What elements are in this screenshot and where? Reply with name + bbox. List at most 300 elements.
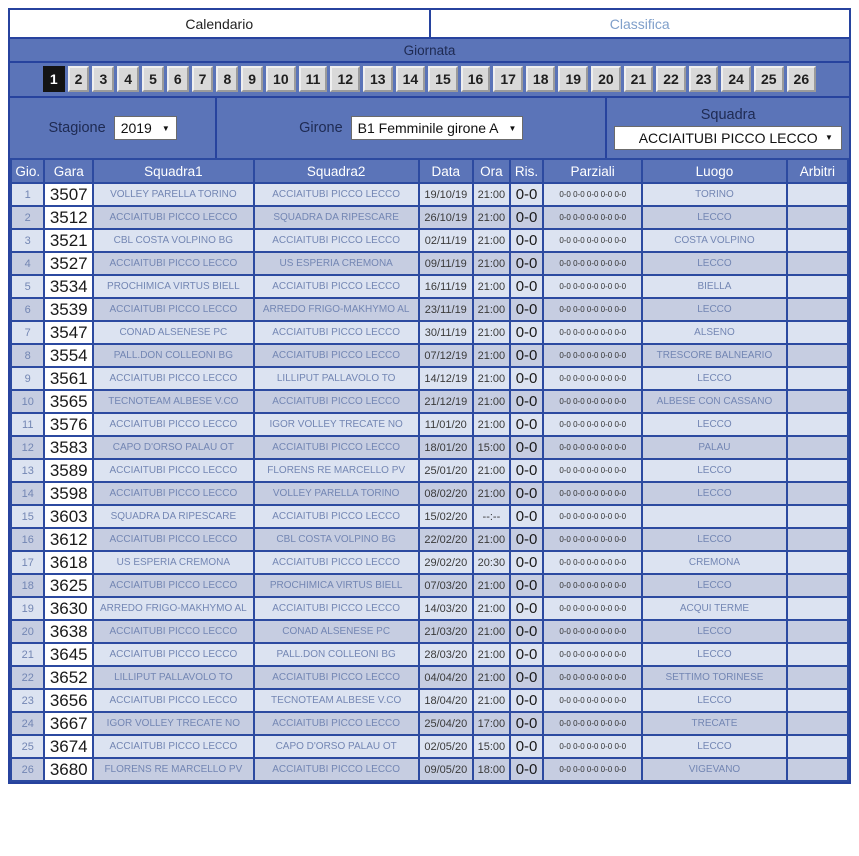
- cell-ora: 21:00: [473, 252, 510, 275]
- table-row: [11, 712, 848, 735]
- cell-squadra1-link[interactable]: ACCIAITUBI PICCO LECCO: [93, 643, 254, 666]
- table-row: [11, 413, 848, 436]
- cell-ora: 20:30: [473, 551, 510, 574]
- giornata-day-button-22[interactable]: 22: [656, 66, 686, 92]
- cell-squadra1-link[interactable]: ACCIAITUBI PICCO LECCO: [93, 482, 254, 505]
- giornata-day-button-13[interactable]: 13: [363, 66, 393, 92]
- table-row: [11, 528, 848, 551]
- cell-squadra2-link[interactable]: ACCIAITUBI PICCO LECCO: [254, 183, 419, 206]
- cell-squadra2-link[interactable]: CAPO D'ORSO PALAU OT: [254, 735, 419, 758]
- cell-squadra2-link[interactable]: ACCIAITUBI PICCO LECCO: [254, 321, 419, 344]
- cell-luogo: ALBESE CON CASSANO: [642, 390, 787, 413]
- header-squadra2: Squadra2: [254, 159, 419, 183]
- cell-squadra2-link[interactable]: US ESPERIA CREMONA: [254, 252, 419, 275]
- cell-luogo: CREMONA: [642, 551, 787, 574]
- cell-gara-number: 3618: [44, 551, 93, 574]
- cell-giornata-number: 4: [11, 252, 44, 275]
- cell-gara-number: 3561: [44, 367, 93, 390]
- cell-arbitri: [787, 413, 848, 436]
- cell-parziali: 0-0 0-0 0-0 0-0 0-0: [543, 367, 642, 390]
- cell-risultato: 0-0: [510, 528, 543, 551]
- cell-squadra1-link[interactable]: US ESPERIA CREMONA: [93, 551, 254, 574]
- cell-giornata-number: 26: [11, 758, 44, 781]
- calendar-table: [10, 158, 849, 782]
- cell-giornata-number: 18: [11, 574, 44, 597]
- cell-squadra2-link[interactable]: TECNOTEAM ALBESE V.CO: [254, 689, 419, 712]
- cell-luogo: PALAU: [642, 436, 787, 459]
- cell-data: 23/11/19: [419, 298, 473, 321]
- cell-giornata-number: 2: [11, 206, 44, 229]
- cell-parziali: 0-0 0-0 0-0 0-0 0-0: [543, 390, 642, 413]
- giornata-day-button-10[interactable]: 10: [266, 66, 296, 92]
- cell-parziali: 0-0 0-0 0-0 0-0 0-0: [543, 712, 642, 735]
- cell-arbitri: [787, 298, 848, 321]
- cell-arbitri: [787, 390, 848, 413]
- cell-giornata-number: 8: [11, 344, 44, 367]
- cell-data: 15/02/20: [419, 505, 473, 528]
- cell-ora: 21:00: [473, 390, 510, 413]
- cell-squadra2-link[interactable]: PROCHIMICA VIRTUS BIELL: [254, 574, 419, 597]
- table-row: [11, 574, 848, 597]
- cell-squadra1-link[interactable]: LILLIPUT PALLAVOLO TO: [93, 666, 254, 689]
- cell-data: 21/03/20: [419, 620, 473, 643]
- cell-risultato: 0-0: [510, 505, 543, 528]
- cell-squadra1-link[interactable]: ACCIAITUBI PICCO LECCO: [93, 298, 254, 321]
- cell-luogo: LECCO: [642, 367, 787, 390]
- cell-arbitri: [787, 689, 848, 712]
- cell-data: 28/03/20: [419, 643, 473, 666]
- filter-bar: [10, 96, 849, 158]
- cell-gara-number: 3625: [44, 574, 93, 597]
- cell-parziali: 0-0 0-0 0-0 0-0 0-0: [543, 229, 642, 252]
- cell-arbitri: [787, 275, 848, 298]
- cell-arbitri: [787, 183, 848, 206]
- cell-squadra1-link[interactable]: IGOR VOLLEY TRECATE NO: [93, 712, 254, 735]
- cell-ora: 21:00: [473, 413, 510, 436]
- cell-squadra1-link[interactable]: ARREDO FRIGO-MAKHYMO AL: [93, 597, 254, 620]
- cell-gara-number: 3527: [44, 252, 93, 275]
- cell-ora: 21:00: [473, 275, 510, 298]
- table-row: [11, 206, 848, 229]
- cell-risultato: 0-0: [510, 712, 543, 735]
- cell-gara-number: 3576: [44, 413, 93, 436]
- cell-squadra2-link[interactable]: CBL COSTA VOLPINO BG: [254, 528, 419, 551]
- cell-squadra1-link[interactable]: CBL COSTA VOLPINO BG: [93, 229, 254, 252]
- cell-squadra1-link[interactable]: PROCHIMICA VIRTUS BIELL: [93, 275, 254, 298]
- giornata-day-button-11[interactable]: 11: [299, 66, 328, 92]
- cell-squadra1-link[interactable]: ACCIAITUBI PICCO LECCO: [93, 459, 254, 482]
- stagione-select[interactable]: [114, 116, 177, 140]
- cell-squadra2-link[interactable]: ACCIAITUBI PICCO LECCO: [254, 505, 419, 528]
- cell-data: 08/02/20: [419, 482, 473, 505]
- cell-squadra2-link[interactable]: ACCIAITUBI PICCO LECCO: [254, 344, 419, 367]
- cell-ora: --:--: [473, 505, 510, 528]
- table-row: [11, 459, 848, 482]
- giornata-header: [10, 37, 849, 61]
- cell-squadra1-link[interactable]: CONAD ALSENESE PC: [93, 321, 254, 344]
- cell-squadra1-link[interactable]: ACCIAITUBI PICCO LECCO: [93, 528, 254, 551]
- cell-luogo: TORINO: [642, 183, 787, 206]
- cell-gara-number: 3534: [44, 275, 93, 298]
- cell-luogo: LECCO: [642, 413, 787, 436]
- header-gio: Gio.: [11, 159, 44, 183]
- cell-squadra2-link[interactable]: ACCIAITUBI PICCO LECCO: [254, 551, 419, 574]
- cell-arbitri: [787, 712, 848, 735]
- table-row: [11, 252, 848, 275]
- cell-gara-number: 3674: [44, 735, 93, 758]
- cell-giornata-number: 12: [11, 436, 44, 459]
- cell-risultato: 0-0: [510, 229, 543, 252]
- table-row: [11, 229, 848, 252]
- giornata-day-button-18[interactable]: 18: [526, 66, 556, 92]
- cell-luogo: TRESCORE BALNEARIO: [642, 344, 787, 367]
- girone-value: B1 Femminile girone A: [357, 120, 499, 136]
- cell-ora: 15:00: [473, 436, 510, 459]
- giornata-day-button-19[interactable]: 19: [558, 66, 588, 92]
- cell-ora: 21:00: [473, 689, 510, 712]
- cell-squadra1-link[interactable]: ACCIAITUBI PICCO LECCO: [93, 367, 254, 390]
- cell-parziali: 0-0 0-0 0-0 0-0 0-0: [543, 183, 642, 206]
- table-row: [11, 666, 848, 689]
- cell-giornata-number: 16: [11, 528, 44, 551]
- calendar-widget: [8, 8, 851, 784]
- cell-risultato: 0-0: [510, 758, 543, 781]
- cell-squadra1-link[interactable]: CAPO D'ORSO PALAU OT: [93, 436, 254, 459]
- cell-giornata-number: 24: [11, 712, 44, 735]
- cell-giornata-number: 20: [11, 620, 44, 643]
- cell-risultato: 0-0: [510, 183, 543, 206]
- stagione-label: Stagione: [48, 120, 106, 136]
- cell-arbitri: [787, 735, 848, 758]
- tab-calendario-label: Calendario: [185, 15, 254, 32]
- giornata-day-button-26[interactable]: 26: [787, 66, 817, 92]
- cell-giornata-number: 7: [11, 321, 44, 344]
- cell-parziali: 0-0 0-0 0-0 0-0 0-0: [543, 252, 642, 275]
- cell-parziali: 0-0 0-0 0-0 0-0 0-0: [543, 344, 642, 367]
- cell-data: 26/10/19: [419, 206, 473, 229]
- cell-risultato: 0-0: [510, 252, 543, 275]
- giornata-day-button-5[interactable]: 5: [142, 66, 164, 92]
- cell-data: 19/10/19: [419, 183, 473, 206]
- cell-parziali: 0-0 0-0 0-0 0-0 0-0: [543, 551, 642, 574]
- cell-data: 22/02/20: [419, 528, 473, 551]
- cell-giornata-number: 17: [11, 551, 44, 574]
- cell-ora: 21:00: [473, 344, 510, 367]
- cell-gara-number: 3652: [44, 666, 93, 689]
- header-squadra1: Squadra1: [93, 159, 254, 183]
- table-row: [11, 344, 848, 367]
- cell-gara-number: 3583: [44, 436, 93, 459]
- cell-parziali: 0-0 0-0 0-0 0-0 0-0: [543, 643, 642, 666]
- cell-parziali: 0-0 0-0 0-0 0-0 0-0: [543, 505, 642, 528]
- cell-giornata-number: 6: [11, 298, 44, 321]
- cell-giornata-number: 3: [11, 229, 44, 252]
- cell-data: 11/01/20: [419, 413, 473, 436]
- cell-luogo: LECCO: [642, 528, 787, 551]
- cell-gara-number: 3589: [44, 459, 93, 482]
- cell-data: 07/03/20: [419, 574, 473, 597]
- cell-data: 18/01/20: [419, 436, 473, 459]
- cell-gara-number: 3565: [44, 390, 93, 413]
- cell-squadra2-link[interactable]: CONAD ALSENESE PC: [254, 620, 419, 643]
- cell-gara-number: 3645: [44, 643, 93, 666]
- cell-squadra2-link[interactable]: ACCIAITUBI PICCO LECCO: [254, 390, 419, 413]
- filter-girone: [217, 98, 607, 158]
- cell-giornata-number: 10: [11, 390, 44, 413]
- cell-parziali: 0-0 0-0 0-0 0-0 0-0: [543, 758, 642, 781]
- cell-risultato: 0-0: [510, 298, 543, 321]
- cell-data: 09/11/19: [419, 252, 473, 275]
- cell-parziali: 0-0 0-0 0-0 0-0 0-0: [543, 528, 642, 551]
- cell-luogo: LECCO: [642, 643, 787, 666]
- filter-squadra: [607, 98, 849, 158]
- giornata-day-button-21[interactable]: 21: [624, 66, 654, 92]
- cell-ora: 21:00: [473, 643, 510, 666]
- cell-parziali: 0-0 0-0 0-0 0-0 0-0: [543, 436, 642, 459]
- cell-gara-number: 3547: [44, 321, 93, 344]
- cell-squadra1-link[interactable]: ACCIAITUBI PICCO LECCO: [93, 689, 254, 712]
- cell-ora: 21:00: [473, 367, 510, 390]
- cell-squadra1-link[interactable]: ACCIAITUBI PICCO LECCO: [93, 413, 254, 436]
- cell-arbitri: [787, 252, 848, 275]
- giornata-day-button-6[interactable]: 6: [167, 66, 189, 92]
- cell-squadra2-link[interactable]: LILLIPUT PALLAVOLO TO: [254, 367, 419, 390]
- cell-giornata-number: 1: [11, 183, 44, 206]
- giornata-day-button-15[interactable]: 15: [428, 66, 458, 92]
- table-row: [11, 482, 848, 505]
- table-row: [11, 367, 848, 390]
- cell-ora: 17:00: [473, 712, 510, 735]
- cell-ora: 21:00: [473, 459, 510, 482]
- cell-risultato: 0-0: [510, 367, 543, 390]
- cell-ora: 21:00: [473, 620, 510, 643]
- cell-squadra2-link[interactable]: SQUADRA DA RIPESCARE: [254, 206, 419, 229]
- squadra-select[interactable]: [614, 126, 842, 150]
- cell-risultato: 0-0: [510, 597, 543, 620]
- cell-squadra1-link[interactable]: ACCIAITUBI PICCO LECCO: [93, 574, 254, 597]
- cell-gara-number: 3630: [44, 597, 93, 620]
- cell-gara-number: 3521: [44, 229, 93, 252]
- cell-data: 02/11/19: [419, 229, 473, 252]
- cell-arbitri: [787, 229, 848, 252]
- cell-luogo: ALSENO: [642, 321, 787, 344]
- cell-squadra2-link[interactable]: ACCIAITUBI PICCO LECCO: [254, 275, 419, 298]
- cell-gara-number: 3667: [44, 712, 93, 735]
- cell-giornata-number: 23: [11, 689, 44, 712]
- cell-giornata-number: 21: [11, 643, 44, 666]
- cell-ora: 21:00: [473, 229, 510, 252]
- cell-data: 25/01/20: [419, 459, 473, 482]
- cell-squadra1-link[interactable]: ACCIAITUBI PICCO LECCO: [93, 735, 254, 758]
- cell-squadra1-link[interactable]: SQUADRA DA RIPESCARE: [93, 505, 254, 528]
- cell-luogo: COSTA VOLPINO: [642, 229, 787, 252]
- girone-label: Girone: [299, 120, 343, 136]
- table-row: [11, 689, 848, 712]
- squadra-value: ACCIAITUBI PICCO LECCO: [638, 129, 818, 146]
- cell-squadra2-link[interactable]: ACCIAITUBI PICCO LECCO: [254, 758, 419, 781]
- cell-gara-number: 3603: [44, 505, 93, 528]
- cell-giornata-number: 5: [11, 275, 44, 298]
- table-row: [11, 436, 848, 459]
- cell-giornata-number: 9: [11, 367, 44, 390]
- cell-luogo: SETTIMO TORINESE: [642, 666, 787, 689]
- cell-luogo: LECCO: [642, 689, 787, 712]
- cell-risultato: 0-0: [510, 666, 543, 689]
- cell-ora: 21:00: [473, 528, 510, 551]
- header-arbitri: Arbitri: [787, 159, 848, 183]
- giornata-day-button-23[interactable]: 23: [689, 66, 719, 92]
- table-row: [11, 758, 848, 781]
- cell-arbitri: [787, 551, 848, 574]
- cell-risultato: 0-0: [510, 735, 543, 758]
- cell-arbitri: [787, 482, 848, 505]
- cell-risultato: 0-0: [510, 344, 543, 367]
- cell-squadra1-link[interactable]: ACCIAITUBI PICCO LECCO: [93, 620, 254, 643]
- cell-risultato: 0-0: [510, 390, 543, 413]
- table-row: [11, 505, 848, 528]
- cell-risultato: 0-0: [510, 321, 543, 344]
- giornata-day-button-17[interactable]: 17: [493, 66, 523, 92]
- cell-arbitri: [787, 666, 848, 689]
- giornata-day-button-1[interactable]: 1: [43, 66, 65, 92]
- cell-risultato: 0-0: [510, 620, 543, 643]
- cell-parziali: 0-0 0-0 0-0 0-0 0-0: [543, 275, 642, 298]
- cell-parziali: 0-0 0-0 0-0 0-0 0-0: [543, 574, 642, 597]
- cell-gara-number: 3656: [44, 689, 93, 712]
- cell-parziali: 0-0 0-0 0-0 0-0 0-0: [543, 459, 642, 482]
- giornata-day-button-4[interactable]: 4: [117, 66, 139, 92]
- cell-squadra2-link[interactable]: FLORENS RE MARCELLO PV: [254, 459, 419, 482]
- table-row: [11, 597, 848, 620]
- giornata-day-button-2[interactable]: 2: [68, 66, 90, 92]
- cell-luogo: TRECATE: [642, 712, 787, 735]
- cell-arbitri: [787, 597, 848, 620]
- cell-giornata-number: 13: [11, 459, 44, 482]
- giornata-day-button-16[interactable]: 16: [461, 66, 491, 92]
- cell-ora: 21:00: [473, 482, 510, 505]
- giornata-day-button-8[interactable]: 8: [216, 66, 238, 92]
- giornata-day-button-12[interactable]: 12: [330, 66, 360, 92]
- cell-squadra2-link[interactable]: IGOR VOLLEY TRECATE NO: [254, 413, 419, 436]
- table-row: [11, 321, 848, 344]
- cell-squadra2-link[interactable]: ARREDO FRIGO-MAKHYMO AL: [254, 298, 419, 321]
- cell-risultato: 0-0: [510, 275, 543, 298]
- cell-data: 30/11/19: [419, 321, 473, 344]
- tab-calendario[interactable]: [10, 10, 431, 37]
- table-row: [11, 298, 848, 321]
- stagione-value: 2019: [120, 120, 152, 136]
- cell-data: 09/05/20: [419, 758, 473, 781]
- cell-ora: 21:00: [473, 206, 510, 229]
- cell-gara-number: 3680: [44, 758, 93, 781]
- cell-data: 02/05/20: [419, 735, 473, 758]
- cell-squadra1-link[interactable]: PALL.DON COLLEONI BG: [93, 344, 254, 367]
- cell-luogo: LECCO: [642, 482, 787, 505]
- cell-squadra2-link[interactable]: ACCIAITUBI PICCO LECCO: [254, 666, 419, 689]
- squadra-label: Squadra: [700, 106, 756, 123]
- cell-luogo: LECCO: [642, 252, 787, 275]
- giornata-day-button-7[interactable]: 7: [192, 66, 214, 92]
- cell-luogo: LECCO: [642, 459, 787, 482]
- cell-luogo: ACQUI TERME: [642, 597, 787, 620]
- cell-gara-number: 3612: [44, 528, 93, 551]
- cell-arbitri: [787, 620, 848, 643]
- giornata-title: Giornata: [403, 43, 456, 58]
- cell-squadra2-link[interactable]: PALL.DON COLLEONI BG: [254, 643, 419, 666]
- cell-arbitri: [787, 574, 848, 597]
- cell-squadra2-link[interactable]: ACCIAITUBI PICCO LECCO: [254, 712, 419, 735]
- giornata-day-button-9[interactable]: 9: [241, 66, 263, 92]
- tab-classifica-label: Classifica: [609, 15, 670, 32]
- table-row: [11, 643, 848, 666]
- cell-gara-number: 3554: [44, 344, 93, 367]
- cell-ora: 21:00: [473, 574, 510, 597]
- table-header-row: [11, 159, 848, 183]
- cell-parziali: 0-0 0-0 0-0 0-0 0-0: [543, 735, 642, 758]
- tab-classifica[interactable]: [431, 10, 850, 37]
- cell-luogo: LECCO: [642, 206, 787, 229]
- cell-ora: 21:00: [473, 321, 510, 344]
- cell-luogo: VIGEVANO: [642, 758, 787, 781]
- cell-giornata-number: 11: [11, 413, 44, 436]
- cell-arbitri: [787, 505, 848, 528]
- cell-data: 04/04/20: [419, 666, 473, 689]
- cell-risultato: 0-0: [510, 574, 543, 597]
- giornata-day-button-24[interactable]: 24: [721, 66, 751, 92]
- cell-luogo: LECCO: [642, 735, 787, 758]
- cell-squadra1-link[interactable]: ACCIAITUBI PICCO LECCO: [93, 206, 254, 229]
- giornata-day-button-20[interactable]: 20: [591, 66, 621, 92]
- cell-parziali: 0-0 0-0 0-0 0-0 0-0: [543, 620, 642, 643]
- cell-arbitri: [787, 643, 848, 666]
- cell-arbitri: [787, 321, 848, 344]
- cell-parziali: 0-0 0-0 0-0 0-0 0-0: [543, 321, 642, 344]
- cell-parziali: 0-0 0-0 0-0 0-0 0-0: [543, 206, 642, 229]
- cell-giornata-number: 14: [11, 482, 44, 505]
- giornata-day-button-14[interactable]: 14: [396, 66, 426, 92]
- cell-squadra1-link[interactable]: VOLLEY PARELLA TORINO: [93, 183, 254, 206]
- cell-parziali: 0-0 0-0 0-0 0-0 0-0: [543, 689, 642, 712]
- girone-select[interactable]: [351, 116, 524, 140]
- cell-data: 25/04/20: [419, 712, 473, 735]
- cell-data: 14/12/19: [419, 367, 473, 390]
- cell-squadra1-link[interactable]: ACCIAITUBI PICCO LECCO: [93, 252, 254, 275]
- cell-squadra2-link[interactable]: ACCIAITUBI PICCO LECCO: [254, 229, 419, 252]
- cell-squadra1-link[interactable]: TECNOTEAM ALBESE V.CO: [93, 390, 254, 413]
- cell-data: 29/02/20: [419, 551, 473, 574]
- cell-luogo: LECCO: [642, 574, 787, 597]
- cell-data: 18/04/20: [419, 689, 473, 712]
- cell-risultato: 0-0: [510, 413, 543, 436]
- cell-parziali: 0-0 0-0 0-0 0-0 0-0: [543, 482, 642, 505]
- cell-arbitri: [787, 528, 848, 551]
- cell-risultato: 0-0: [510, 689, 543, 712]
- cell-squadra2-link[interactable]: ACCIAITUBI PICCO LECCO: [254, 597, 419, 620]
- cell-risultato: 0-0: [510, 551, 543, 574]
- cell-ora: 15:00: [473, 735, 510, 758]
- cell-risultato: 0-0: [510, 206, 543, 229]
- cell-squadra2-link[interactable]: ACCIAITUBI PICCO LECCO: [254, 436, 419, 459]
- cell-arbitri: [787, 206, 848, 229]
- cell-gara-number: 3507: [44, 183, 93, 206]
- tab-bar: [10, 10, 849, 37]
- cell-ora: 21:00: [473, 298, 510, 321]
- cell-squadra2-link[interactable]: VOLLEY PARELLA TORINO: [254, 482, 419, 505]
- cell-squadra1-link[interactable]: FLORENS RE MARCELLO PV: [93, 758, 254, 781]
- cell-giornata-number: 15: [11, 505, 44, 528]
- giornata-day-button-25[interactable]: 25: [754, 66, 784, 92]
- giornata-day-button-3[interactable]: 3: [92, 66, 114, 92]
